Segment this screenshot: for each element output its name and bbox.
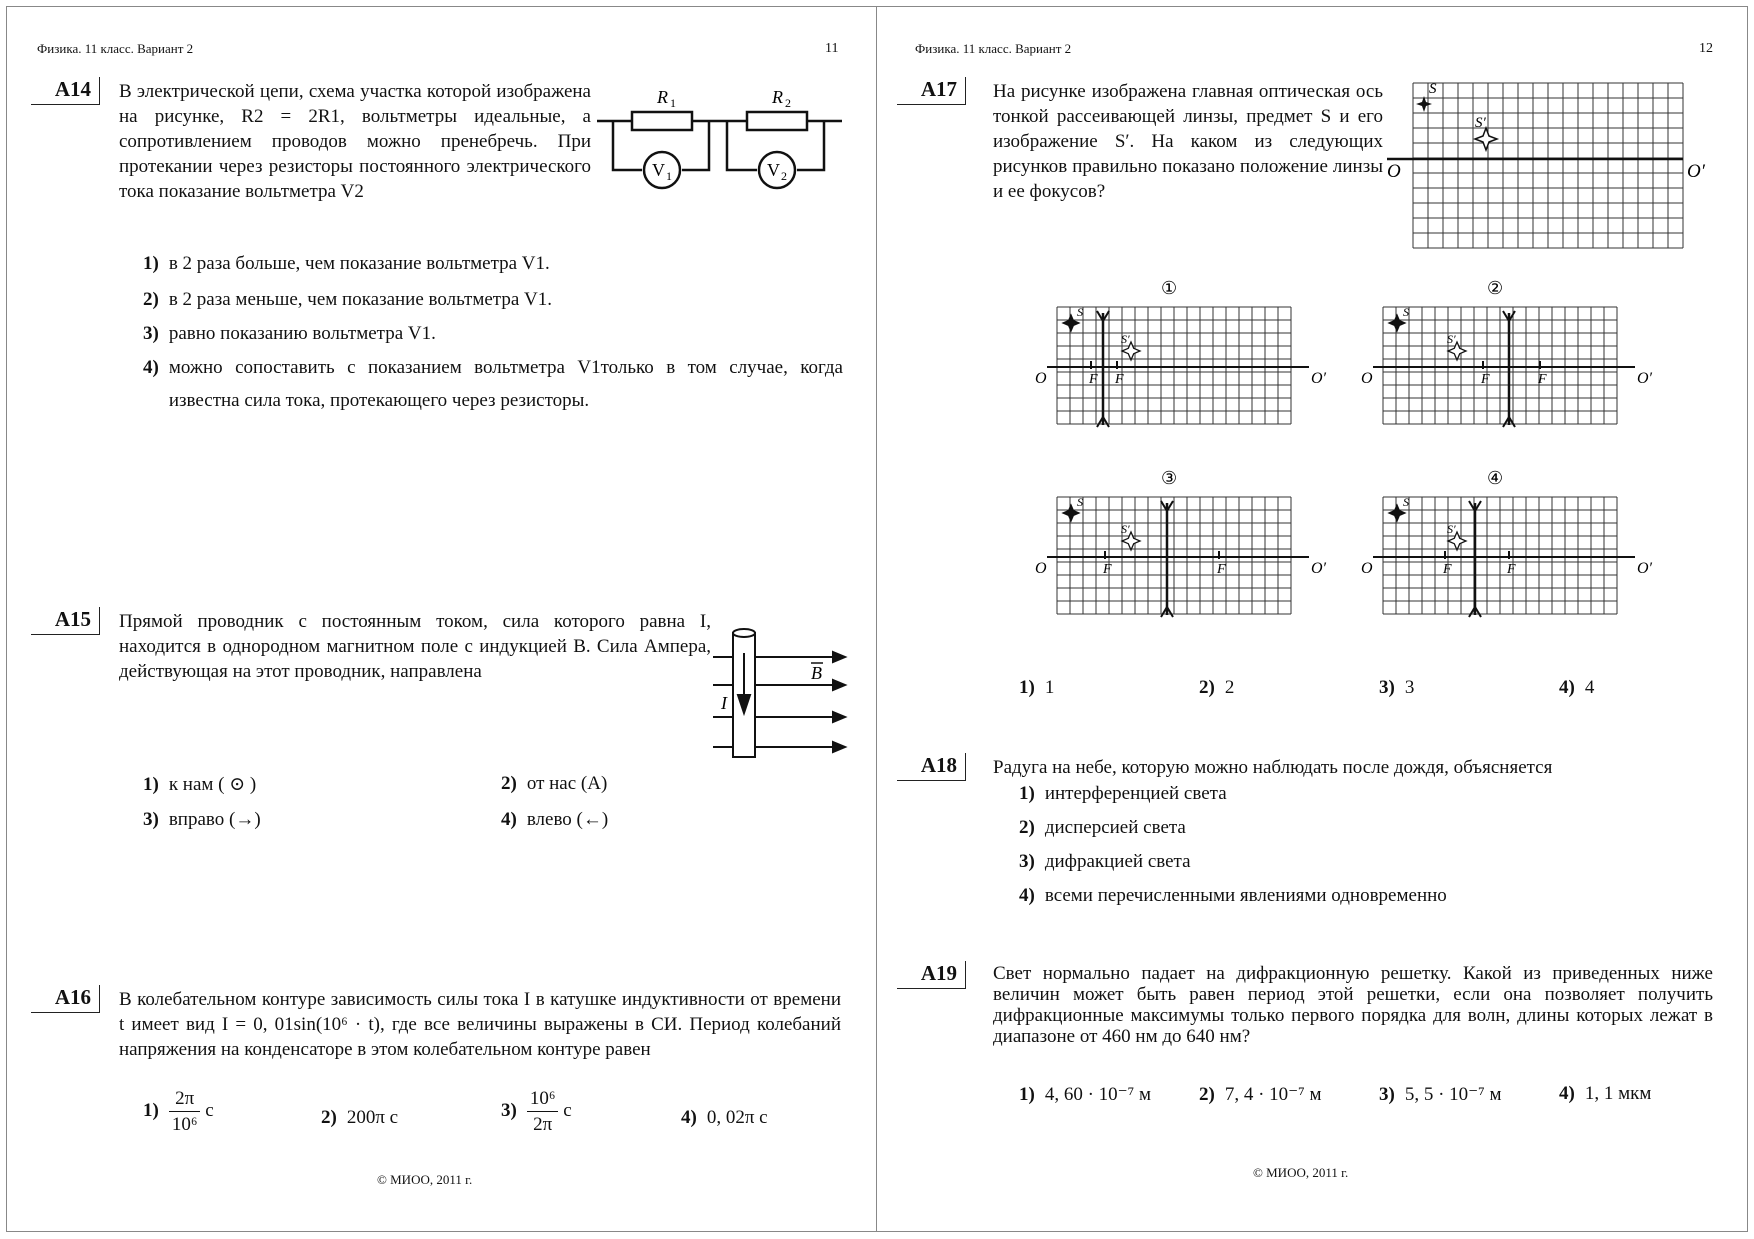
svg-text:O: O [1361, 560, 1373, 577]
question-text-a18: Радуга на небе, которую можно наблюдать после дождя, объясняется [993, 757, 1553, 778]
option-a14-4[interactable]: 4) можно сопоставить с показанием вольтметра V1только в том случае, когда известна сила тока, протекающего через резисторы. [143, 357, 843, 411]
question-text-a16: В колебательном контуре зависимость силы тока I в катушке индуктивности от времени t имеет вид I = 0, 01sin(10⁶ · t), где все величины выражены в СИ. Период колебаний напряжения на конденсаторе в этом колебательном контуре равен [119, 989, 841, 1060]
svg-text:O: O [1035, 370, 1047, 387]
page-right [876, 6, 1748, 1232]
lens-variant-figures [1035, 275, 1653, 635]
svg-text:S: S [1429, 81, 1437, 97]
page-number: 12 [1699, 41, 1713, 56]
option-a18-3[interactable]: 3) дифракцией света [1019, 851, 1191, 872]
svg-text:R: R [772, 87, 783, 107]
svg-text:S: S [1403, 305, 1409, 319]
option-a15-1[interactable]: 1) к нам ( ⊙ ) [143, 774, 257, 795]
option-a15-3[interactable]: 3) вправо (→) [143, 809, 261, 830]
svg-text:S: S [1077, 495, 1083, 509]
svg-text:S′: S′ [1475, 115, 1486, 131]
svg-text:I: I [721, 693, 727, 713]
option-a15-4[interactable]: 4) влево (←) [501, 809, 609, 830]
question-number-a18: А18 [897, 753, 966, 781]
question-number-a17: А17 [897, 77, 966, 105]
svg-text:O: O [1387, 161, 1401, 182]
svg-text:V: V [767, 160, 780, 180]
svg-text:O′: O′ [1311, 370, 1327, 387]
footer: © МИОО, 2011 г. [1253, 1165, 1349, 1180]
svg-text:R: R [657, 87, 668, 107]
question-number-a15: А15 [31, 607, 100, 635]
page-header: Физика. 11 класс. Вариант 2 [915, 41, 1072, 56]
svg-text:O′: O′ [1637, 370, 1653, 387]
svg-text:F: F [1217, 562, 1226, 577]
svg-text:S: S [1403, 495, 1409, 509]
option-a18-1[interactable]: 1) интерференцией света [1019, 783, 1227, 804]
option-a18-4[interactable]: 4) всеми перечисленными явлениями одновременно [1019, 885, 1447, 906]
option-a16-3[interactable]: 3) $\frac{\text{10⁶}}{2\pi}$ с [501, 1088, 572, 1135]
option-a19-1[interactable]: 1) 4, 60 · 10⁻⁷ м [1019, 1084, 1152, 1105]
magnetic-field-diagram [713, 623, 845, 763]
variant-label-1: ① [1161, 278, 1178, 298]
option-a19-3[interactable]: 3) 5, 5 · 10⁻⁷ м [1379, 1084, 1502, 1105]
page-number: 11 [825, 41, 839, 56]
variant-label-4: ④ [1487, 468, 1504, 488]
svg-text:S′: S′ [1447, 522, 1456, 536]
svg-text:S: S [1077, 305, 1083, 319]
svg-text:B: B [811, 663, 822, 683]
svg-text:S′: S′ [1121, 332, 1130, 346]
question-text-a17: На рисунке изображена главная оптическая ось тонкой рассеивающей линзы, предмет S и его изображение S′. На каком из следующих рисунков правильно показано положение линзы и ее фокусов? [993, 81, 1383, 202]
svg-text:S′: S′ [1447, 332, 1456, 346]
resistor-r2 [747, 112, 807, 130]
option-a17-1[interactable]: 1) 1 [1019, 677, 1055, 698]
option-a19-4[interactable]: 4) 1, 1 мкм [1559, 1083, 1652, 1104]
svg-text:F: F [1507, 562, 1516, 577]
question-text-a15: Прямой проводник с постоянным током, сила которого равна I, находится в однородном магнитном поле с индукцией B. Сила Ампера, действующая на этот проводник, направлена [119, 611, 711, 682]
option-a14-1[interactable]: 1) в 2 раза больше, чем показание вольтметра V1. [143, 253, 550, 274]
svg-text:F: F [1443, 562, 1452, 577]
svg-text:O′: O′ [1637, 560, 1653, 577]
page-left [6, 6, 878, 1232]
option-a16-1[interactable]: 1) $\frac{2\pi}{\text{10⁶}}$ с [143, 1088, 214, 1135]
option-a17-3[interactable]: 3) 3 [1379, 677, 1415, 698]
svg-text:F: F [1538, 372, 1547, 387]
option-a16-2[interactable]: 2) 200π с [321, 1107, 399, 1128]
svg-text:2: 2 [781, 169, 787, 183]
option-a18-2[interactable]: 2) дисперсией света [1019, 817, 1186, 838]
lens-main-figure [1387, 79, 1707, 239]
svg-text:2: 2 [785, 96, 791, 110]
option-a15-2[interactable]: 2) от нас (А) [501, 773, 608, 794]
svg-text:1: 1 [670, 96, 676, 110]
option-a14-3[interactable]: 3) равно показанию вольтметра V1. [143, 323, 436, 344]
svg-text:F: F [1089, 372, 1098, 387]
option-a14-2[interactable]: 2) в 2 раза меньше, чем показание вольтметра V1. [143, 289, 553, 310]
question-number-a19: А19 [897, 961, 966, 989]
svg-text:S′: S′ [1121, 522, 1130, 536]
question-number-a16: А16 [31, 985, 100, 1013]
option-a16-4[interactable]: 4) 0, 02π с [681, 1107, 768, 1128]
footer: © МИОО, 2011 г. [377, 1172, 473, 1187]
option-a17-2[interactable]: 2) 2 [1199, 677, 1235, 698]
svg-text:F: F [1103, 562, 1112, 577]
circuit-diagram [597, 77, 847, 192]
svg-text:V: V [652, 160, 665, 180]
conductor [733, 629, 755, 757]
svg-text:F: F [1481, 372, 1490, 387]
variant-label-3: ③ [1161, 468, 1178, 488]
question-number-a14: А14 [31, 77, 100, 105]
svg-text:O′: O′ [1311, 560, 1327, 577]
question-text-a14: В электрической цепи, схема участка которой изображена на рисунке, R2 = 2R1, вольтметры идеальные, а сопротивлением проводов можно пренебречь. При протекании через резисторы постоянного электрического тока показание вольтметра V2 [119, 81, 591, 202]
question-text-a19: Свет нормально падает на дифракционную решетку. Какой из приведенных ниже величин может быть равен период этой решетки, если она позволяет получить дифракционные максимумы только первого порядка для волн, длины которых лежат в диапазоне от 460 нм до 640 нм? [993, 963, 1713, 1047]
variant-label-2: ② [1487, 278, 1504, 298]
resistor-r1 [632, 112, 692, 130]
svg-text:F: F [1115, 372, 1124, 387]
svg-text:O: O [1361, 370, 1373, 387]
svg-text:O′: O′ [1687, 161, 1705, 182]
option-a17-4[interactable]: 4) 4 [1559, 677, 1595, 698]
page-header: Физика. 11 класс. Вариант 2 [37, 41, 194, 56]
option-a19-2[interactable]: 2) 7, 4 · 10⁻⁷ м [1199, 1084, 1322, 1105]
svg-text:1: 1 [666, 169, 672, 183]
svg-text:O: O [1035, 560, 1047, 577]
